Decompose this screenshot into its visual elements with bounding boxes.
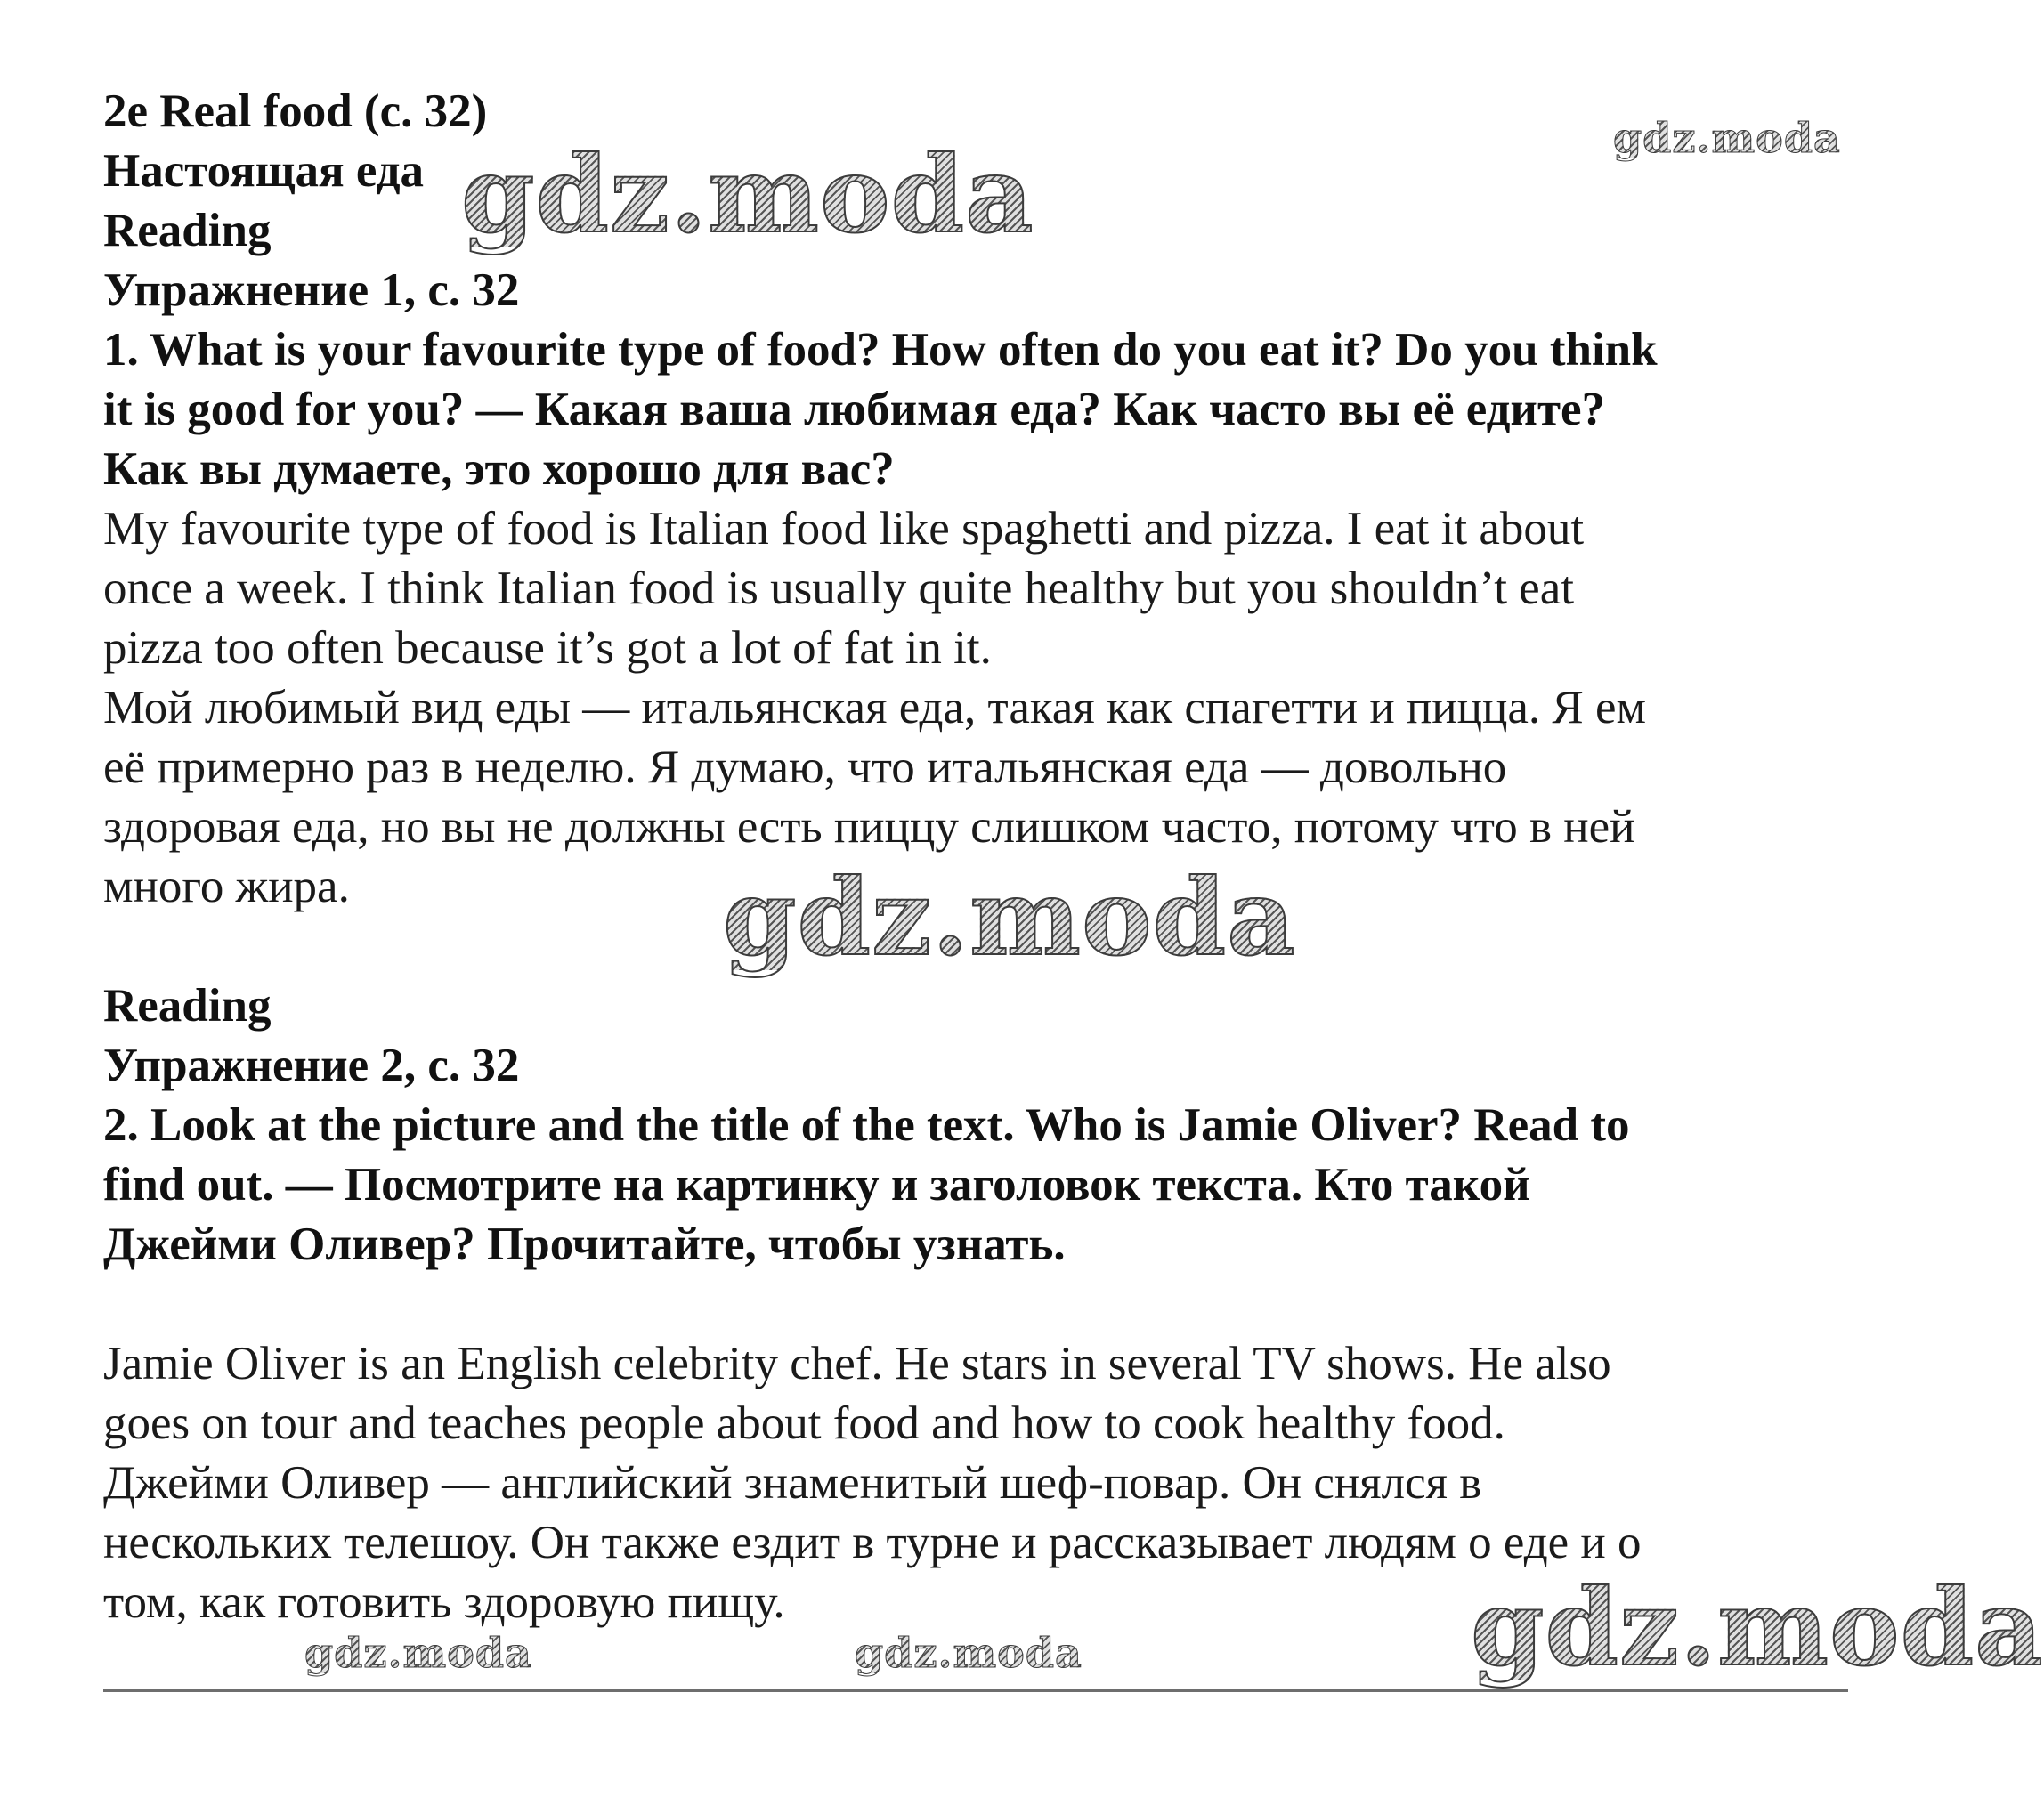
exercise-1-answer-ru-line: много жира. — [103, 861, 350, 912]
exercise-2-question-line: Джейми Оливер? Прочитайте, чтобы узнать. — [103, 1219, 1066, 1270]
exercise-1-answer-en-line: My favourite type of food is Italian food like spaghetti and pizza. I eat it about — [103, 503, 1585, 555]
watermark-logo: gdz.moda — [1471, 1566, 2044, 1689]
exercise-1-answer-ru-line: здоровая еда, но вы не должны есть пиццу слишком часто, потому что в ней — [103, 801, 1635, 853]
exercise-2-answer-en-line: Jamie Oliver is an English celebrity chef. He stars in several TV shows. He also — [103, 1338, 1611, 1389]
watermark-logo: gdz.moda — [723, 855, 1296, 979]
exercise-2-question-line: 2. Look at the picture and the title of the text. Who is Jamie Oliver? Read to — [103, 1099, 1630, 1151]
exercise-1-question-line: 1. What is your favourite type of food? How often do you eat it? Do you think — [103, 324, 1658, 376]
section-heading-reading-2: Reading — [103, 980, 272, 1032]
exercise-1-answer-ru-line: Мой любимый вид еды — итальянская еда, такая как спагетти и пицца. Я ем — [103, 682, 1647, 733]
page-bottom-divider — [103, 1689, 1848, 1692]
lesson-title: 2e Real food (с. 32) — [103, 85, 488, 137]
spacer — [103, 1275, 1848, 1334]
exercise-2-answer-ru-line: нескольких телешоу. Он также ездит в турне и рассказывает людям о еде и о — [103, 1517, 1642, 1568]
watermark-logo: gdz.moda — [1613, 114, 1841, 162]
exercise-1-answer-en-line: pizza too often because it’s got a lot of fat in it. — [103, 622, 992, 674]
exercise-1-answer-ru-line: её примерно раз в неделю. Я думаю, что итальянская еда — довольно — [103, 741, 1507, 793]
watermark-logo: gdz.moda — [855, 1629, 1083, 1677]
exercise-1-answer-en-line: once a week. I think Italian food is usually quite healthy but you shouldn’t eat — [103, 563, 1574, 614]
exercise-2-question-line: find out. — Посмотрите на картинку и заголовок текста. Кто такой — [103, 1159, 1530, 1211]
exercise-2-answer-ru-line: том, как готовить здоровую пищу. — [103, 1576, 785, 1628]
watermark-logo: gdz.moda — [461, 133, 1034, 256]
watermark-logo: gdz.moda — [304, 1629, 532, 1677]
exercise-2-answer-en-line: goes on tour and teaches people about food and how to cook healthy food. — [103, 1397, 1505, 1449]
exercise-2-label: Упражнение 2, с. 32 — [103, 1040, 520, 1091]
section-heading-reading-1: Reading — [103, 205, 272, 256]
exercise-1-question-line: Как вы думаете, это хорошо для вас? — [103, 443, 895, 495]
exercise-2-answer-ru-line: Джейми Оливер — английский знаменитый шеф-повар. Он снялся в — [103, 1457, 1482, 1509]
lesson-title-ru: Настоящая еда — [103, 145, 425, 197]
exercise-1-question-line: it is good for you? — Какая ваша любимая еда? Как часто вы её едите? — [103, 384, 1606, 435]
exercise-1-label: Упражнение 1, с. 32 — [103, 264, 520, 316]
